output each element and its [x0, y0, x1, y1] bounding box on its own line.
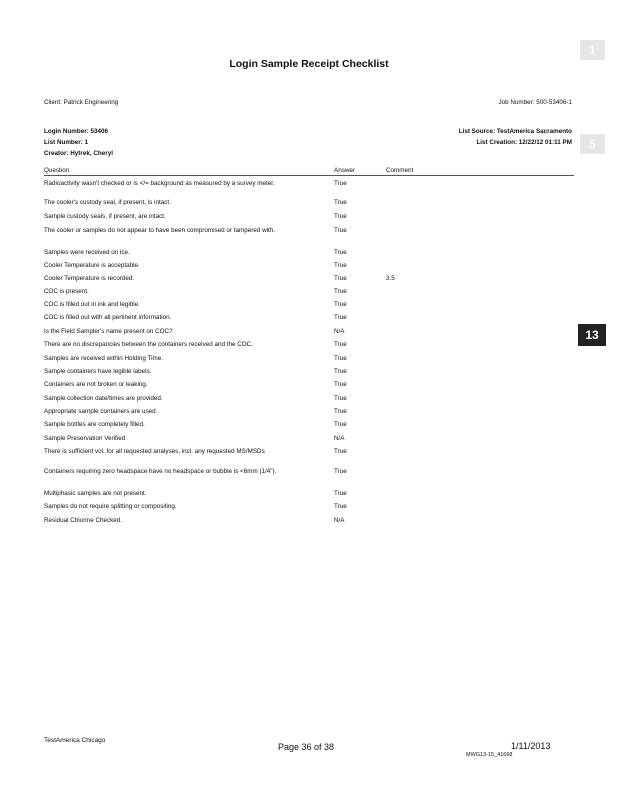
column-header-answer: Answer — [334, 167, 355, 174]
table-row — [44, 314, 574, 327]
answer-value: True — [334, 408, 347, 415]
table-row — [44, 227, 574, 240]
table-row — [44, 249, 574, 262]
table-row — [44, 288, 574, 301]
answer-value: True — [334, 421, 347, 428]
job-number: Job Number: 500-53406-1 — [498, 99, 572, 106]
question-text: Sample Preservation Verified — [44, 435, 126, 442]
footer-company: TestAmerica Chicago — [44, 737, 106, 744]
footer-date: 1/11/2013 — [511, 741, 551, 751]
table-row — [44, 503, 574, 516]
answer-value: N/A — [334, 517, 345, 524]
table-row — [44, 199, 574, 212]
question-text: Is the Field Sampler's name present on COC? — [44, 328, 173, 335]
table-row — [44, 448, 574, 461]
question-text: The cooler's custody seal, if present, is intact. — [44, 199, 171, 206]
answer-value: True — [334, 448, 347, 455]
answer-value: True — [334, 275, 347, 282]
answer-value: True — [334, 180, 347, 187]
question-text: There are no discrepancies between the containers received and the COC. — [44, 341, 253, 348]
answer-value: True — [334, 314, 347, 321]
answer-value: True — [334, 355, 347, 362]
question-text: Residual Chlorine Checked. — [44, 517, 123, 524]
question-text: Radioactivity wasn't checked or is </= background as measured by a survey meter. — [44, 180, 275, 187]
question-text: Cooler Temperature is recorded. — [44, 275, 135, 282]
section-tab-faded-top: 1 — [580, 40, 605, 60]
page-title: Login Sample Receipt Checklist — [229, 58, 389, 70]
table-row — [44, 368, 574, 381]
question-text: Sample containers have legible labels. — [44, 368, 152, 375]
question-text: Samples are received within Holding Time. — [44, 355, 163, 362]
list-source: List Source: TestAmerica Sacramento — [458, 128, 572, 135]
question-text: COC is filled out with all pertinent information. — [44, 314, 172, 321]
answer-value: True — [334, 262, 347, 269]
question-text: Sample bottles are completely filled. — [44, 421, 145, 428]
answer-value: N/A — [334, 435, 345, 442]
table-row — [44, 328, 574, 341]
table-row — [44, 301, 574, 314]
column-header-question: Question — [44, 167, 70, 174]
table-row — [44, 421, 574, 434]
section-tab-faded-mid: 5 — [580, 134, 605, 154]
list-creation: List Creation: 12/22/12 01:11 PM — [476, 139, 572, 146]
answer-value: True — [334, 301, 347, 308]
answer-value: True — [334, 227, 347, 234]
table-row — [44, 275, 574, 288]
footer-page-number: Page 36 of 38 — [278, 742, 335, 752]
question-text: Sample collection date/times are provided. — [44, 395, 163, 402]
answer-value: True — [334, 503, 347, 510]
table-row — [44, 355, 574, 368]
table-row — [44, 490, 574, 503]
answer-value: True — [334, 490, 347, 497]
header-divider — [44, 175, 574, 176]
client-label: Client: Patrick Engineering — [44, 99, 119, 106]
question-text: Samples were received on ice. — [44, 249, 130, 256]
table-row — [44, 468, 574, 481]
section-tab-active: 13 — [578, 324, 606, 346]
table-row — [44, 408, 574, 421]
table-row — [44, 262, 574, 275]
question-text: Sample custody seals, if present, are intact. — [44, 213, 166, 220]
table-row — [44, 381, 574, 394]
answer-value: True — [334, 468, 347, 475]
question-text: COC is filled out in ink and legible. — [44, 301, 140, 308]
comment-value: 3.5 — [386, 275, 395, 282]
question-text: Multiphasic samples are not present. — [44, 490, 147, 497]
answer-value: True — [334, 199, 347, 206]
question-text: Containers are not broken or leaking. — [44, 381, 148, 388]
column-header-comment: Comment — [386, 167, 414, 174]
table-row — [44, 213, 574, 226]
answer-value: True — [334, 381, 347, 388]
question-text: COC is present. — [44, 288, 89, 295]
table-row — [44, 395, 574, 408]
question-text: There is sufficient vol. for all requested analyses, incl. any requested MS/MSDs — [44, 448, 265, 455]
question-text: Appropriate sample containers are used. — [44, 408, 158, 415]
list-number: List Number: 1 — [44, 139, 89, 146]
question-text: Samples do not require splitting or compositing. — [44, 503, 177, 510]
question-text: Containers requiring zero headspace have no headspace or bubble is <6mm (1/4"). — [44, 468, 277, 475]
answer-value: True — [334, 368, 347, 375]
login-number: Login Number: 53406 — [44, 128, 109, 135]
creator: Creator: Hytrek, Cheryl — [44, 150, 113, 157]
footer-doc-id: MWG13-15_41668 — [466, 752, 513, 758]
question-text: Cooler Temperature is acceptable. — [44, 262, 140, 269]
table-row — [44, 435, 574, 448]
answer-value: N/A — [334, 328, 345, 335]
answer-value: True — [334, 288, 347, 295]
table-row — [44, 180, 574, 193]
question-text: The cooler or samples do not appear to have been compromised or tampered with. — [44, 227, 276, 234]
table-row — [44, 341, 574, 354]
answer-value: True — [334, 395, 347, 402]
answer-value: True — [334, 341, 347, 348]
answer-value: True — [334, 213, 347, 220]
answer-value: True — [334, 249, 347, 256]
table-row — [44, 517, 574, 530]
